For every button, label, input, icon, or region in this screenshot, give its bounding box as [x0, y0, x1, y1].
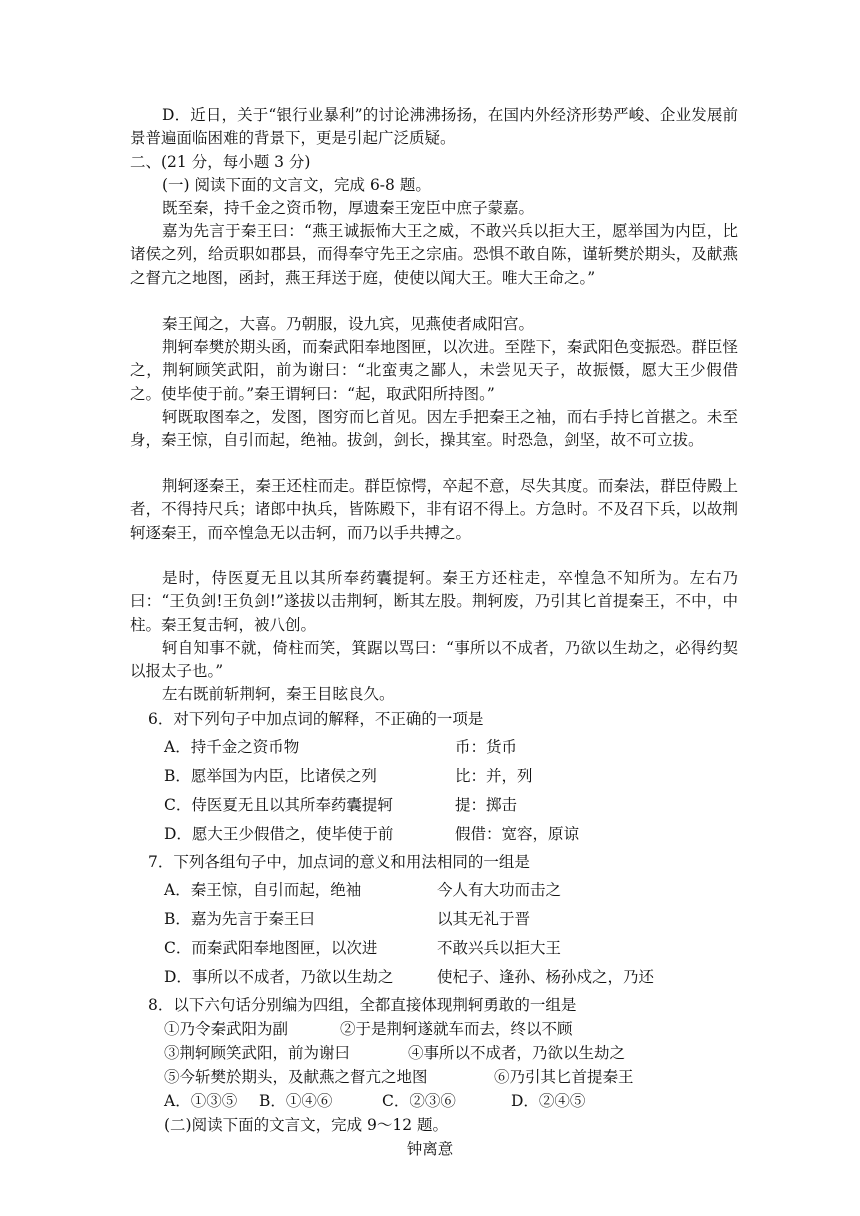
passage-paragraph: 是时，侍医夏无且以其所奉药囊提轲。秦王方还柱走，卒惶急不知所为。左右乃曰：“王负剑!王负剑!”遂拔以击荆轲，断其左股。荆轲废，乃引其匕首提秦王，不中，中柱。秦王复击轲，被八创。 — [130, 569, 738, 634]
q8-item: ①乃令秦武阳为副 — [164, 1020, 289, 1038]
q8-item: ⑤今斩樊於期头，及献燕之督亢之地图 — [164, 1068, 428, 1086]
passage-paragraph: 左右既前斩荆轲，秦王目眩良久。 — [162, 685, 395, 703]
q7-option-b-pair: 以其无礼于晋 — [437, 910, 531, 928]
q8-item: ③荆轲顾笑武阳，前为谢曰 — [164, 1044, 351, 1062]
q8-item: ⑥乃引其匕首提秦王 — [494, 1068, 634, 1086]
q7-option-d: D．事所以不成者，乃欲以生劫之 — [164, 968, 394, 986]
passage-paragraph: 轲既取图奉之，发图，图穷而匕首见。因左手把秦王之袖，而右手持匕首揕之。未至身，秦王惊，自引而起，绝袖。拔剑，剑长，操其室。时恐急，剑坚，故不可立拔。 — [130, 408, 738, 450]
q6-option-b: B．愿举国为内臣，比诸侯之列 — [164, 767, 377, 785]
q7-option-d-pair: 使杞子、逢孙、杨孙戍之，乃还 — [437, 968, 655, 986]
section-heading: 二、(21 分，每小题 3 分) — [130, 153, 311, 171]
q8-choice-a: A．①③⑤ — [164, 1092, 238, 1110]
q7-option-c: C．而秦武阳奉地图匣，以次进 — [164, 939, 378, 957]
q8-choice-c: C．②③⑥ — [382, 1092, 456, 1110]
q6-option-d-gloss: 假借：宽容，原谅 — [455, 825, 580, 843]
q6-option-c: C．侍医夏无且以其所奉药囊提轲 — [164, 796, 393, 814]
passage-paragraph: 嘉为先言于秦王曰：“燕王诚振怖大王之威，不敢兴兵以拒大王，愿举国为内臣，比诸侯之列，给贡职如郡县，而得奉守先王之宗庙。恐惧不敢自陈，谨斩樊於期头，及献燕之督亢之地图，函封，燕王拜送于庭，使使以闻大王。唯大王命之。” — [130, 222, 738, 287]
question-7-stem: 7．下列各组句子中，加点词的意义和用法相同的一组是 — [148, 853, 530, 871]
passage2-title: 钟离意 — [406, 1140, 454, 1158]
q7-option-c-pair: 不敢兴兵以拒大王 — [437, 939, 562, 957]
q8-item: ④事所以不成者，乃欲以生劫之 — [408, 1044, 626, 1062]
passage-paragraph: 既至秦，持千金之资币物，厚遗秦王宠臣中庶子蒙嘉。 — [162, 199, 535, 217]
question-6-stem: 6．对下列句子中加点词的解释，不正确的一项是 — [148, 710, 484, 728]
passage-paragraph: 荆轲奉樊於期头函，而秦武阳奉地图匣，以次进。至陛下，秦武阳色变振恐。群臣怪之，荆轲顾笑武阳，前为谢曰：“北蛮夷之鄙人，未尝见天子，故振慑，愿大王少假借之。使毕使于前。”秦王谓轲曰：“起，取武阳所持图。” — [130, 338, 738, 403]
passage1-instruction: (一) 阅读下面的文言文，完成 6-8 题。 — [162, 176, 431, 194]
q6-option-c-gloss: 提：掷击 — [455, 796, 518, 814]
q8-item: ②于是荆轲遂就车而去，终以不顾 — [340, 1020, 573, 1038]
q8-choice-d: D．②④⑤ — [511, 1092, 586, 1110]
q7-option-a: A．秦王惊，自引而起，绝袖 — [164, 881, 362, 899]
intro-option-d: D．近日，关于“银行业暴利”的讨论沸沸扬扬，在国内外经济形势严峻、企业发展前景普遍面临困难的背景下，更是引起广泛质疑。 — [130, 106, 738, 148]
q6-option-a-gloss: 币：货币 — [455, 738, 518, 756]
passage-paragraph: 轲自知事不就，倚柱而笑，箕踞以骂曰：“事所以不成者，乃欲以生劫之，必得约契以报太子也。” — [130, 639, 738, 681]
q6-option-a: A．持千金之资币物 — [164, 738, 300, 756]
q8-choice-b: B．①④⑥ — [259, 1092, 333, 1110]
q6-option-b-gloss: 比：并，列 — [455, 767, 533, 785]
passage-paragraph: 荆轲逐秦王，秦王还柱而走。群臣惊愕，卒起不意，尽失其度。而秦法，群臣侍殿上者，不得持尺兵；诸郎中执兵，皆陈殿下，非有诏不得上。方急时。不及召下兵，以故荆轲逐秦王，而卒惶急无以击轲，而乃以手共搏之。 — [130, 477, 738, 542]
question-8-stem: 8．以下六句话分别编为四组，全都直接体现荆轲勇敢的一组是 — [148, 996, 577, 1014]
q7-option-a-pair: 今人有大功而击之 — [437, 881, 562, 899]
q7-option-b: B．嘉为先言于秦王曰 — [164, 910, 315, 928]
q6-option-d: D．愿大王少假借之，使毕使于前 — [164, 825, 394, 843]
passage-paragraph: 秦王闻之，大喜。乃朝服，设九宾，见燕使者咸阳宫。 — [162, 315, 535, 333]
passage2-instruction: (二)阅读下面的文言文，完成 9～12 题。 — [164, 1116, 449, 1134]
